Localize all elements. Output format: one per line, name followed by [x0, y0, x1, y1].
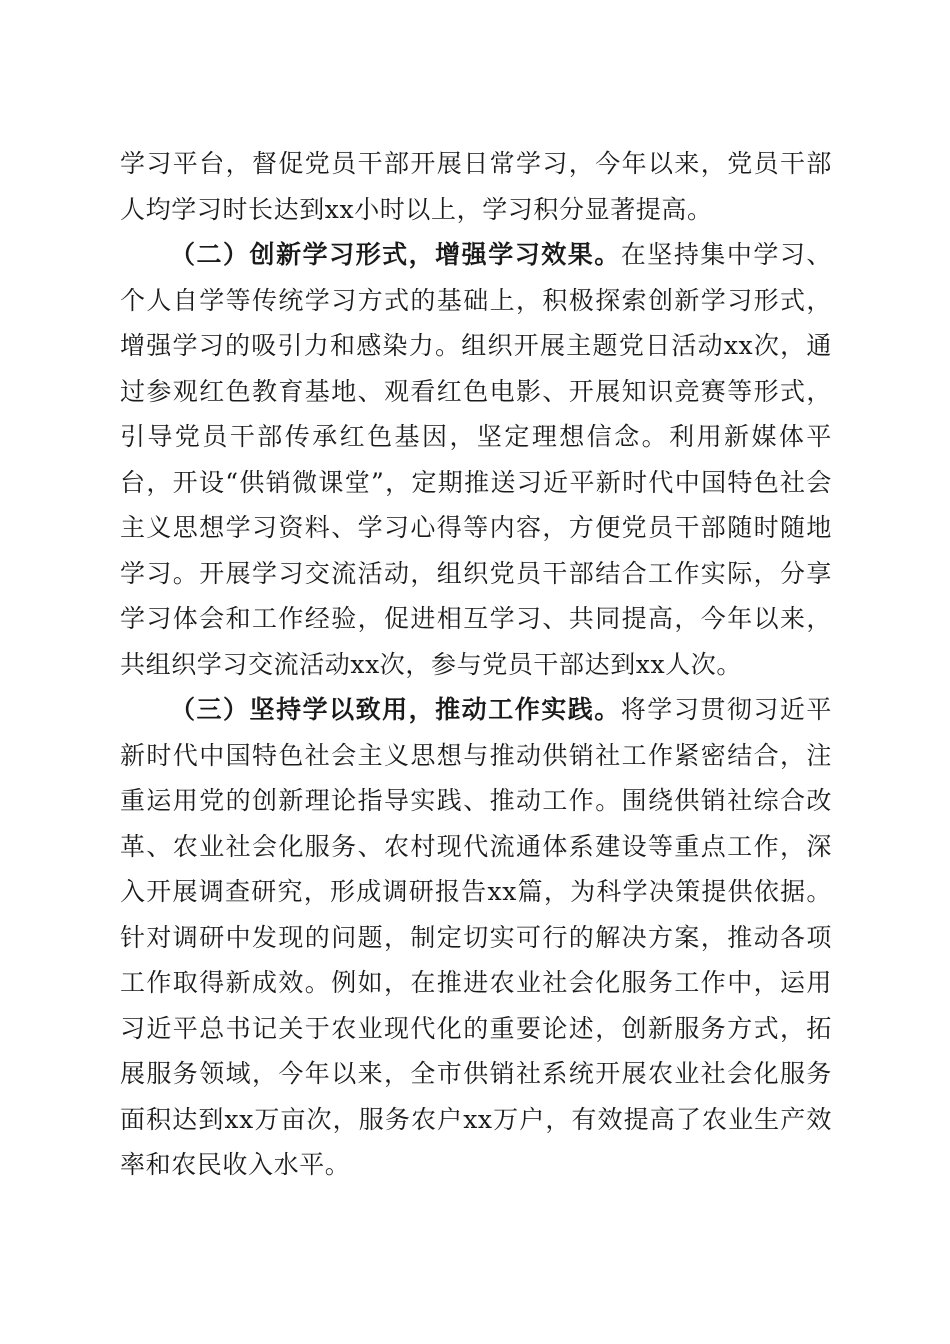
paragraph-text: 学习平台，督促党员干部开展日常学习，今年以来，党员干部人均学习时长达到xx小时以上，学习积分显著提高。	[120, 149, 832, 224]
paragraph-text: 在坚持集中学习、个人自学等传统学习方式的基础上，积极探索创新学习形式，增强学习的吸引力和感染力。组织开展主题党日活动xx次，通过参观红色教育基地、观看红色电影、开展知识竞赛等形式，引导党员干部传承红色基因，坚定理想信念。利用新媒体平台，开设“供销微课堂”，定期推送习近平新时代中国特色社会主义思想学习资料、学习心得等内容，方便党员干部随时随地学习。开展学习交流活动，组织党员干部结合工作实际，分享学习体会和工作经验，促进相互学习、共同提高，今年以来，共组织学习交流活动xx次，参与党员干部达到xx人次。	[120, 240, 832, 679]
paragraph-continuation	[120, 141, 832, 232]
section-heading: （三）坚持学以致用，推动工作实践。	[170, 695, 621, 724]
paragraph-section-2	[120, 232, 832, 687]
paragraph-section-3	[120, 687, 832, 1188]
section-heading: （二）创新学习形式，增强学习效果。	[170, 240, 621, 269]
document-body	[120, 141, 832, 1188]
paragraph-text: 将学习贯彻习近平新时代中国特色社会主义思想与推动供销社工作紧密结合，注重运用党的创新理论指导实践、推动工作。围绕供销社综合改革、农业社会化服务、农村现代流通体系建设等重点工作，深入开展调查研究，形成调研报告xx篇，为科学决策提供依据。针对调研中发现的问题，制定切实可行的解决方案，推动各项工作取得新成效。例如，在推进农业社会化服务工作中，运用习近平总书记关于农业现代化的重要论述，创新服务方式，拓展服务领域，今年以来，全市供销社系统开展农业社会化服务面积达到xx万亩次，服务农户xx万户，有效提高了农业生产效率和农民收入水平。	[120, 695, 832, 1179]
